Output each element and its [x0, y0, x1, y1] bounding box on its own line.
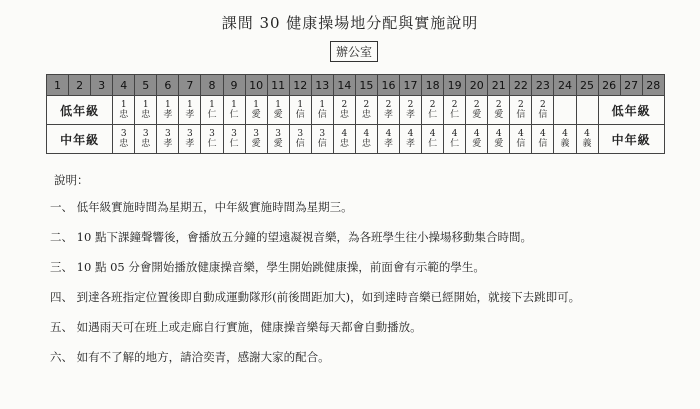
- grade-number: 4: [562, 129, 568, 139]
- class-cell: [289, 125, 311, 154]
- header-cell: 17: [400, 75, 422, 96]
- class-cell: [223, 96, 245, 125]
- grade-number: 3: [231, 129, 237, 139]
- note-item-2: 二、 10 點下課鐘聲響後，會播放五分鐘的望遠凝視音樂，為各班學生往小操場移動集合時間。: [50, 230, 532, 244]
- class-name: 孝: [406, 110, 416, 120]
- class-name: 仁: [428, 139, 438, 149]
- class-name: 孝: [406, 139, 416, 149]
- header-cell: 16: [377, 75, 399, 96]
- class-name: 孝: [163, 110, 173, 120]
- class-cell: [267, 125, 289, 154]
- class-name: 信: [317, 139, 327, 149]
- grade-number: 2: [473, 100, 480, 110]
- class-cell: [289, 96, 311, 125]
- class-cell: [466, 125, 488, 154]
- class-name: 孝: [163, 139, 173, 149]
- class-cell: [510, 96, 532, 125]
- class-cell: [179, 96, 201, 125]
- note-item-4: 四、 到達各班指定位置後即自動成運動隊形(前後間距加大)，如到達時音樂已經開始，就接下去跳即可。: [50, 290, 581, 304]
- class-cell: [355, 125, 377, 154]
- row-label-left: 中年級: [47, 125, 113, 154]
- header-cell: 27: [620, 75, 642, 96]
- class-name: 仁: [229, 110, 239, 120]
- grade-number: 4: [385, 129, 392, 139]
- class-cell: [510, 125, 532, 154]
- header-cell: 19: [444, 75, 466, 96]
- class-cell: [245, 125, 267, 154]
- header-cell: 9: [223, 75, 245, 96]
- class-cell: [179, 125, 201, 154]
- header-cell: 25: [576, 75, 598, 96]
- note-item-5: 五、 如遇雨天可在班上或走廊自行實施，健康操音樂每天都會自動播放。: [50, 320, 422, 334]
- grade-number: 4: [517, 129, 524, 139]
- class-name: 忠: [361, 110, 371, 120]
- row-label-right: 中年級: [598, 125, 664, 154]
- class-name: 仁: [229, 139, 239, 149]
- class-name: 義: [560, 139, 570, 149]
- grade-number: 2: [540, 100, 546, 110]
- class-cell: [311, 125, 333, 154]
- grade-number: 4: [407, 129, 414, 139]
- class-name: 仁: [450, 110, 460, 120]
- class-name: 信: [317, 110, 327, 120]
- note-item-3: 三、 10 點 05 分會開始播放健康操音樂，學生開始跳健康操，前面會有示範的學生。: [50, 260, 485, 274]
- grade-number: 1: [209, 100, 215, 110]
- grade-number: 1: [297, 100, 304, 110]
- class-name: 愛: [273, 139, 283, 149]
- class-cell: [267, 96, 289, 125]
- grade-number: 3: [297, 129, 304, 139]
- grade-number: 4: [363, 129, 370, 139]
- grade-number: 4: [473, 129, 480, 139]
- class-cell: [201, 125, 223, 154]
- header-cell: 13: [311, 75, 333, 96]
- header-cell: 22: [510, 75, 532, 96]
- class-name: 孝: [383, 110, 393, 120]
- header-cell: 15: [355, 75, 377, 96]
- grade-number: 1: [120, 100, 127, 110]
- header-cell: 21: [488, 75, 510, 96]
- header-cell: 12: [289, 75, 311, 96]
- class-cell: [333, 125, 355, 154]
- header-cell: 24: [554, 75, 576, 96]
- class-cell: [400, 125, 422, 154]
- class-name: 愛: [251, 139, 261, 149]
- grade-number: 3: [319, 129, 326, 139]
- header-cell: 2: [69, 75, 91, 96]
- class-name: 孝: [185, 110, 195, 120]
- header-cell: 1: [47, 75, 69, 96]
- class-cell: [532, 125, 554, 154]
- header-cell: 26: [598, 75, 620, 96]
- class-cell: [422, 96, 444, 125]
- grade-number: 4: [584, 129, 590, 139]
- grade-number: 2: [341, 100, 348, 110]
- grade-number: 2: [495, 100, 502, 110]
- grade-number: 1: [253, 100, 259, 110]
- class-cell: [355, 96, 377, 125]
- header-cell: 20: [466, 75, 488, 96]
- grade-number: 3: [164, 129, 171, 139]
- class-cell: [422, 125, 444, 154]
- table-row: [47, 96, 665, 125]
- class-name: 信: [516, 139, 526, 149]
- class-name: 忠: [339, 139, 349, 149]
- grade-number: 1: [142, 100, 149, 110]
- grade-number: 2: [363, 100, 370, 110]
- class-cell: [400, 96, 422, 125]
- header-cell: 28: [642, 75, 664, 96]
- class-name: 仁: [450, 139, 460, 149]
- grade-number: 3: [142, 129, 149, 139]
- class-cell: [532, 96, 554, 125]
- class-cell: [135, 125, 157, 154]
- class-cell: [444, 125, 466, 154]
- table-row: [47, 125, 665, 154]
- class-name: 愛: [494, 139, 504, 149]
- class-name: 愛: [472, 139, 482, 149]
- class-name: 仁: [428, 110, 438, 120]
- class-cell: [157, 96, 179, 125]
- class-name: 愛: [472, 110, 482, 120]
- class-cell: [576, 96, 598, 125]
- header-cell: 6: [157, 75, 179, 96]
- header-row: [47, 75, 665, 96]
- class-cell: [488, 125, 510, 154]
- class-name: 忠: [141, 110, 151, 120]
- allocation-table: [46, 74, 665, 154]
- notes-section: [50, 172, 690, 379]
- note-item-1: 一、 低年級實施時間為星期五，中年級實施時間為星期三。: [50, 200, 353, 214]
- class-cell: [157, 125, 179, 154]
- class-name: 孝: [383, 139, 393, 149]
- class-cell: [311, 96, 333, 125]
- grade-number: 1: [319, 100, 326, 110]
- class-name: 忠: [361, 139, 371, 149]
- class-cell: [135, 96, 157, 125]
- grade-number: 2: [407, 100, 414, 110]
- class-cell: [377, 96, 399, 125]
- header-cell: 8: [201, 75, 223, 96]
- page-title: 課間 30 健康操場地分配與實施說明: [221, 14, 479, 32]
- class-cell: [488, 96, 510, 125]
- office-label: 辦公室: [330, 41, 378, 62]
- row-label-right: 低年級: [598, 96, 664, 125]
- class-name: 愛: [494, 110, 504, 120]
- header-cell: 4: [113, 75, 135, 96]
- header-cell: 11: [267, 75, 289, 96]
- grade-number: 2: [517, 100, 524, 110]
- class-cell: [576, 125, 598, 154]
- grade-number: 3: [253, 129, 259, 139]
- notes-heading: 說明：: [54, 173, 89, 187]
- header-cell: 14: [333, 75, 355, 96]
- class-cell: [554, 125, 576, 154]
- class-cell: [333, 96, 355, 125]
- class-name: 信: [295, 139, 305, 149]
- grade-number: 1: [275, 100, 282, 110]
- class-name: 信: [538, 110, 548, 120]
- header-cell: 7: [179, 75, 201, 96]
- grade-number: 3: [209, 129, 215, 139]
- grade-number: 4: [341, 129, 348, 139]
- header-cell: 10: [245, 75, 267, 96]
- class-cell: [444, 96, 466, 125]
- class-name: 孝: [185, 139, 195, 149]
- note-item-6: 六、 如有不了解的地方，請洽奕青，感謝大家的配合。: [50, 350, 330, 364]
- class-name: 仁: [207, 110, 217, 120]
- grade-number: 2: [429, 100, 436, 110]
- class-cell: [201, 96, 223, 125]
- class-cell: [113, 125, 135, 154]
- grade-number: 4: [429, 129, 436, 139]
- class-name: 愛: [251, 110, 261, 120]
- class-cell: [223, 125, 245, 154]
- grade-number: 1: [187, 100, 193, 110]
- class-name: 仁: [207, 139, 217, 149]
- grade-number: 1: [164, 100, 171, 110]
- class-name: 忠: [141, 139, 151, 149]
- class-name: 信: [295, 110, 305, 120]
- grade-number: 2: [385, 100, 392, 110]
- class-name: 義: [582, 139, 592, 149]
- grade-number: 1: [231, 100, 237, 110]
- class-cell: [113, 96, 135, 125]
- class-cell: [554, 96, 576, 125]
- grade-number: 3: [187, 129, 193, 139]
- header-cell: 3: [91, 75, 113, 96]
- class-cell: [466, 96, 488, 125]
- header-cell: 18: [422, 75, 444, 96]
- class-name: 愛: [273, 110, 283, 120]
- class-name: 忠: [339, 110, 349, 120]
- header-cell: 23: [532, 75, 554, 96]
- grade-number: 2: [451, 100, 458, 110]
- class-name: 信: [516, 110, 526, 120]
- grade-number: 3: [275, 129, 282, 139]
- class-cell: [377, 125, 399, 154]
- class-cell: [245, 96, 267, 125]
- grade-number: 3: [120, 129, 127, 139]
- grade-number: 4: [451, 129, 458, 139]
- class-name: 忠: [119, 110, 129, 120]
- grade-number: 4: [540, 129, 546, 139]
- class-name: 忠: [119, 139, 129, 149]
- grade-number: 4: [495, 129, 502, 139]
- header-cell: 5: [135, 75, 157, 96]
- class-name: 信: [538, 139, 548, 149]
- row-label-left: 低年級: [47, 96, 113, 125]
